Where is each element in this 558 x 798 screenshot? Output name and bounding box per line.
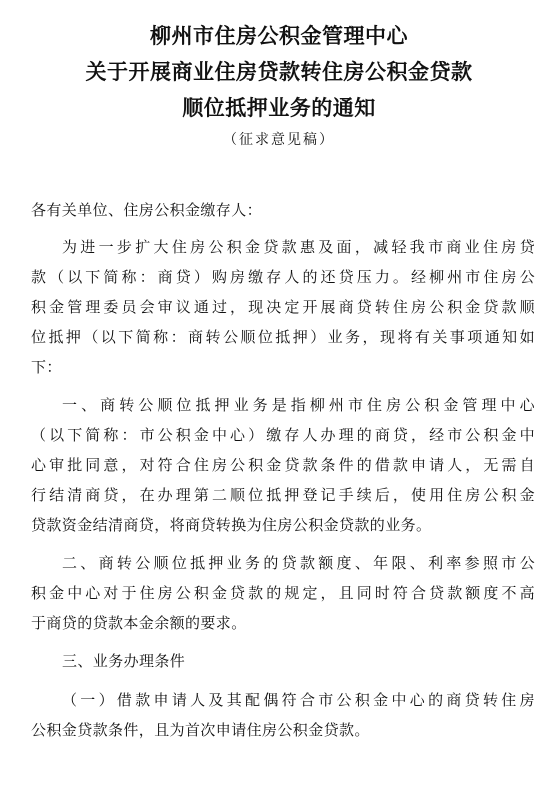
paragraph-line: 行结清商贷，在办理第二顺位抵押登记手续后，使用住房公积金 (31, 486, 535, 504)
document-title-line-2: 关于开展商业住房贷款转住房公积金贷款 (85, 60, 473, 84)
document-title-line-1: 柳州市住房公积金管理中心 (150, 24, 408, 48)
paragraph-line: 二、商转公顺位抵押业务的贷款额度、年限、利率参照市公 (62, 554, 535, 572)
paragraph-line: （一）借款申请人及其配偶符合市公积金中心的商贷转住房 (62, 691, 535, 709)
document-subtitle: （征求意见稿） (223, 132, 335, 148)
paragraph-line: （以下简称：市公积金中心）缴存人办理的商贷，经市公积金中 (31, 426, 535, 444)
document-title-line-3: 顺位抵押业务的通知 (182, 96, 376, 120)
paragraph-line: 款（以下简称：商贷）购房缴存人的还贷压力。经柳州市住房公 (31, 268, 535, 286)
paragraph-line: 下： (31, 358, 62, 376)
paragraph-line: 为进一步扩大住房公积金贷款惠及面，减轻我市商业住房贷 (62, 238, 535, 256)
section-heading: 三、业务办理条件 (62, 652, 186, 670)
salutation: 各有关单位、住房公积金缴存人： (31, 201, 263, 219)
paragraph-line: 积金管理委员会审议通过，现决定开展商贷转住房公积金贷款顺 (31, 298, 535, 316)
paragraph-line: 积金中心对于住房公积金贷款的规定，且同时符合贷款额度不高 (31, 584, 535, 602)
paragraph-line: 位抵押（以下简称：商转公顺位抵押）业务，现将有关事项通知如 (31, 328, 535, 346)
paragraph-line: 贷款资金结清商贷，将商贷转换为住房公积金贷款的业务。 (31, 516, 432, 534)
paragraph-line: 于商贷的贷款本金余额的要求。 (31, 614, 247, 632)
paragraph-line: 心审批同意，对符合住房公积金贷款条件的借款申请人，无需自 (31, 456, 535, 474)
paragraph-line: 一、商转公顺位抵押业务是指柳州市住房公积金管理中心 (62, 396, 535, 414)
paragraph-line: 公积金贷款条件，且为首次申请住房公积金贷款。 (31, 721, 370, 739)
